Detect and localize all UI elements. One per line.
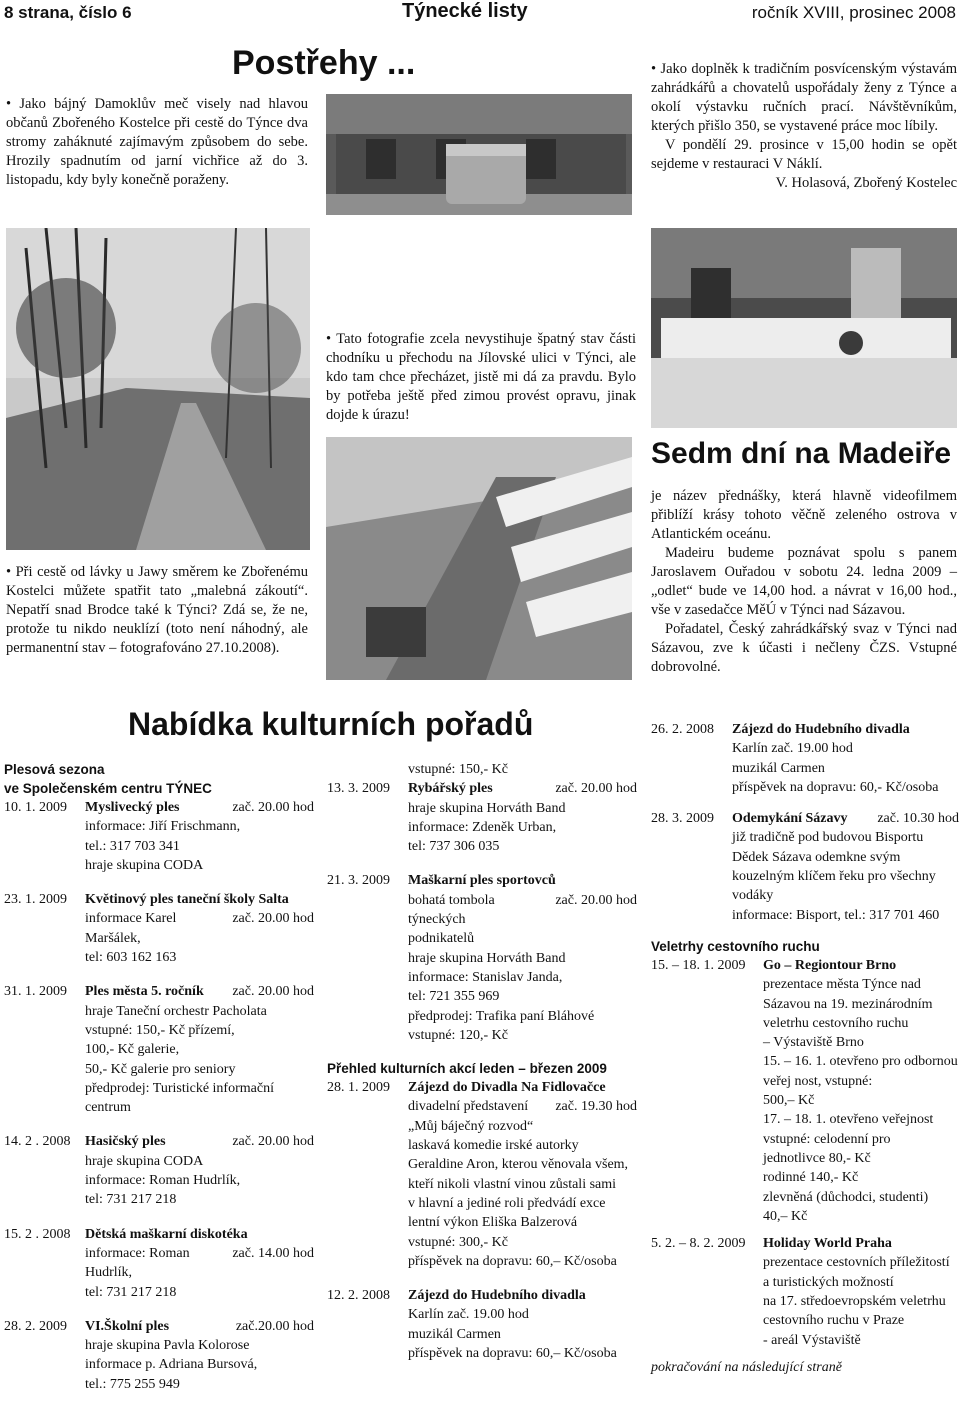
event-detail: muzikál Carmen — [732, 760, 825, 776]
event-header — [327, 1286, 637, 1305]
event-detail: příspěvek na dopravu: 60,– Kč/osoba — [408, 1346, 617, 1362]
event-name: Zájezd do Hudebního divadla — [732, 722, 910, 737]
event-header — [327, 779, 637, 798]
photo-road — [6, 228, 310, 550]
event-detail: – Výstaviště Brno — [763, 1035, 864, 1051]
event-detail: podnikatelů — [408, 931, 475, 947]
photo-crosswalk-image — [326, 437, 632, 680]
event-item — [4, 982, 314, 1117]
event-header — [651, 1234, 959, 1253]
event-name: Maškarní ples sportovců — [408, 873, 556, 889]
event-header — [4, 1317, 314, 1336]
event-item — [327, 871, 637, 1045]
event-detail: tel: 731 217 218 — [85, 1192, 177, 1208]
note-vystava-text-2: V pondělí 29. prosince v 15,00 hodin se opět sejdeme v restauraci V Náklí. — [651, 137, 957, 172]
event-detail: již tradičně pod budovou Bisportu — [732, 830, 924, 846]
event-date: 21. 3. 2009 — [327, 873, 390, 889]
event-detail: tel.: 317 703 341 — [85, 838, 180, 854]
event-time: zač. 20.00 hod — [232, 911, 314, 927]
note-chodnik-text: • Tato fotografie zcela nevystihuje špatný stav části chodníku u přechodu na Jílovské ulici v Týnci, ale kdo tam chce přecházet, jistě mi dá za pravdu. Bylo by potřeba ještě před zimou provést opravu, jinak dojde k úrazu! — [326, 331, 636, 423]
event-header — [651, 956, 959, 975]
madeira-p1: je název přednášky, která hlavně videofilmem přiblíží krásy tohoto věčně zeleného ostrova v Atlantickém oceánu. — [651, 488, 957, 542]
event-detail: prezentace cestovních příležitostí a turistických možností — [763, 1255, 950, 1290]
event-detail: rodinné 140,- Kč — [763, 1170, 859, 1186]
continued-note: pokračování na následující straně — [651, 1359, 842, 1375]
event-detail: 100,- Kč galerie, — [85, 1042, 180, 1058]
event-name: Myslivecký ples — [85, 800, 180, 815]
ples-heading-1: Plesová sezona — [4, 762, 105, 777]
event-detail: informace: Roman Hudrlík, — [85, 1173, 241, 1189]
event-detail: na 17. středoevropském veletrhu cestovního ruchu v Praze — [763, 1294, 946, 1329]
note-vystava — [651, 60, 957, 193]
page-number: 8 strana, číslo 6 — [4, 3, 132, 22]
event-name: Hasičský ples — [85, 1134, 166, 1150]
event-date: 13. 3. 2009 — [327, 781, 390, 797]
event-date: 28. 1. 2009 — [327, 1080, 390, 1096]
issue-info: ročník XVIII, prosinec 2008 — [751, 3, 956, 22]
event-detail: Sázavou na 19. mezinárodním — [763, 996, 933, 1012]
photo-building — [326, 94, 632, 215]
event-detail: divadelní představení — [408, 1099, 529, 1115]
event-detail: tel: 603 162 163 — [85, 950, 177, 966]
photo-building-image — [326, 94, 632, 215]
event-detail: zlevněná (důchodci, studenti) — [763, 1189, 929, 1205]
event-header — [4, 1225, 314, 1261]
event-time: zač. 19.30 hod — [555, 1099, 637, 1115]
event-detail: hraje Taneční orchestr Pacholata — [85, 1003, 267, 1019]
event-name: Rybářský ples — [408, 781, 493, 797]
prehled-heading: Přehled kulturních akcí leden – březen 2009 — [327, 1061, 607, 1077]
event-detail: 17. – 18. 1. otevřeno veřejnost — [763, 1112, 934, 1128]
event-detail: 50,- Kč galerie pro seniory — [85, 1061, 236, 1077]
event-item — [4, 1225, 314, 1302]
event-detail: informace: Jiří Frischmann, — [85, 819, 241, 835]
event-time: zač.20.00 hod — [235, 1318, 314, 1334]
event-date: 28. 3. 2009 — [651, 811, 714, 827]
madeira-p3: Pořadatel, Český zahrádkářský svaz v Týnci nad Sázavou, zve k účasti i nečleny ČZS. Vstupné dobrovolné. — [651, 621, 957, 675]
event-detail: tel: 731 217 218 — [85, 1284, 177, 1300]
ples-heading-2: ve Společenském centru TÝNEC — [4, 781, 212, 796]
event-detail: vstupné: 120,- Kč — [408, 1027, 508, 1043]
event-name: Ples města 5. ročník — [85, 984, 204, 1000]
event-list-2b — [327, 1078, 637, 1363]
event-detail: hraje skupina Horváth Band — [408, 950, 566, 966]
event-detail: informace: Roman Hudrlík, — [85, 1245, 190, 1281]
event-detail: lentní výkon Eliška Balzerová — [408, 1215, 578, 1231]
event-time: zač. 20.00 hod — [232, 1134, 314, 1150]
madeira-p2: Madeiru budeme poznávat spolu s panem Jaroslavem Ouřadou v sobotu 24. ledna 2009 – „odlet“ bude ve 14,00 hod. a návrat v 16,00 hod., vše v zasedačce MěÚ v Týnci nad Sázavou. — [651, 545, 957, 618]
event-name: Holiday World Praha — [763, 1236, 892, 1252]
event-detail: příspěvek na dopravu: 60,– Kč/osoba — [408, 1253, 617, 1269]
event-detail: tel: 721 355 969 — [408, 989, 500, 1005]
event-detail: v hlavní a jediné roli předvádí exce — [408, 1195, 606, 1211]
event-detail: prezentace města Týnce nad — [763, 977, 921, 993]
event-header — [4, 890, 314, 927]
event-name: Květinový ples taneční školy Salta — [85, 892, 289, 908]
event-date: 15. 2 . 2008 — [4, 1226, 71, 1242]
note-damokles — [6, 95, 308, 190]
event-time: zač. 10.30 hod — [877, 811, 959, 827]
note-damokles-text: • Jako bájný Damoklův meč visely nad hlavou občanů Zbořeného Kostelce při cestě do Týnce dva stromy zaháknuté zajímavým způsobem do sebe. Hrozily spadnutím od jarní vichřice až do 3. listopadu, kdy byly konečně poraženy. — [6, 96, 308, 188]
event-detail: kteří nikoli vlastní vinou zůstali sami — [408, 1176, 617, 1192]
event-detail: bohatá tombola týneckých — [408, 892, 495, 928]
event-detail: hraje skupina Horváth Band — [408, 800, 566, 816]
culture-column-1 — [4, 760, 314, 1394]
event-detail: hraje skupina CODA — [85, 1153, 204, 1169]
veletrhy-heading: Veletrhy cestovního ruchu — [651, 938, 820, 954]
event-list-3 — [651, 720, 959, 925]
event-item — [4, 1317, 314, 1394]
event-detail: vstupné: 300,- Kč — [408, 1234, 508, 1250]
event-detail: hraje skupina Pavla Kolorose — [85, 1338, 250, 1354]
event-detail: předprodej: Turistické informační — [85, 1080, 274, 1096]
event-detail: Karlín zač. 19.00 hod — [408, 1307, 529, 1323]
event-name: VI.Školní ples — [85, 1318, 170, 1334]
event-detail: informace: Bisport, tel.: 317 701 460 — [732, 907, 940, 923]
event-date: 10. 1. 2009 — [4, 800, 67, 815]
culture-column-2 — [327, 760, 637, 1363]
event-time: zač. 20.00 hod — [232, 984, 314, 1000]
event-date: 15. – 18. 1. 2009 — [651, 957, 746, 973]
event-date: 28. 2. 2009 — [4, 1318, 67, 1334]
event-header — [4, 982, 314, 1001]
culture-column-3 — [651, 720, 959, 1377]
event-detail: příspěvek na dopravu: 60,- Kč/osoba — [732, 779, 939, 795]
event-header — [4, 1132, 314, 1151]
event-date: 14. 2 . 2008 — [4, 1134, 71, 1150]
event-list-3b — [651, 956, 959, 1350]
event-item — [327, 779, 637, 856]
event-name: Dětská maškarní diskotéka — [85, 1226, 248, 1242]
event-detail: laskavá komedie irské autorky Geraldine Aron, kterou věnovala všem, — [408, 1138, 629, 1173]
event-date: 23. 1. 2009 — [4, 892, 67, 908]
section-title-culture: Nabídka kulturních pořadů — [128, 706, 534, 742]
photo-crosswalk — [326, 437, 632, 680]
event-date: 26. 2. 2008 — [651, 722, 714, 737]
section-title-postrehy: Postřehy ... — [232, 44, 416, 82]
photo-exhibition-image — [651, 228, 957, 428]
event-name: Go – Regiontour Brno — [763, 957, 897, 973]
event-name: Odemykání Sázavy — [732, 811, 848, 827]
event-detail: jednotlivce 80,- Kč — [763, 1150, 871, 1166]
page-header — [0, 0, 960, 26]
event-time: zač. 14.00 hod — [232, 1245, 314, 1261]
event-item — [327, 1286, 637, 1363]
event-time: zač. 20.00 hod — [232, 800, 314, 815]
event-detail: - areál Výstaviště — [763, 1332, 861, 1348]
event-detail: informace: Zdeněk Urban, — [408, 819, 557, 835]
event-list-1 — [4, 798, 314, 1394]
madeira-article — [651, 487, 957, 677]
event-detail: informace p. Adriana Bursová, — [85, 1357, 258, 1373]
event-detail: 500,– Kč — [763, 1093, 815, 1109]
event-detail: vstupné: celodenní pro — [763, 1131, 891, 1147]
event-detail: vstupné: 150,- Kč přízemí, — [85, 1022, 235, 1038]
event-detail: hraje skupina CODA — [85, 857, 204, 873]
section-title-madeira: Sedm dní na Madeiře — [651, 437, 952, 470]
event-name: Zájezd do Hudebního divadla — [408, 1288, 586, 1304]
note-jawa-text: • Při cestě od lávky u Jawy směrem ke Zbořenému Kostelci můžete spatřit tato „malebná zákoutí“. Nepatří snad Brodce také k Týnci? Zdá se, že ne, protože tu nikdo neuklízí (toto není náhodný, ale permanentní stav – fotografováno 27.10.2008). — [6, 564, 308, 656]
event-time: zač. 20.00 hod — [555, 781, 637, 797]
event-detail: 40,– Kč — [763, 1208, 808, 1224]
event-detail: informace: Stanislav Janda, — [408, 969, 563, 985]
event-date: 31. 1. 2009 — [4, 984, 67, 1000]
event-header — [327, 871, 637, 908]
col2-top-line: vstupné: 150,- Kč — [408, 762, 508, 777]
event-item — [651, 720, 959, 797]
event-name: Zájezd do Divadla Na Fidlovačce — [408, 1080, 606, 1096]
note-vystava-text-1: • Jako doplněk k tradičním posvícenským výstavám zahrádkářů a chovatelů uspořádaly ženy z Týnce a okolí výstavku ručních prací. Návštěvníkům, kterých přišlo 350, se vystavené práce moc líbily. — [651, 61, 957, 134]
event-time: zač. 20.00 hod — [555, 892, 637, 908]
event-date: 12. 2. 2008 — [327, 1288, 390, 1304]
photo-road-image — [6, 228, 310, 550]
event-item — [4, 798, 314, 875]
event-header — [651, 809, 959, 828]
newspaper-title: Týnecké listy — [402, 0, 528, 22]
event-item — [651, 809, 959, 925]
event-detail: předprodej: Trafika paní Bláhové — [408, 1008, 595, 1024]
note-vystava-signature: V. Holasová, Zbořený Kostelec — [775, 175, 957, 191]
event-item — [4, 1132, 314, 1209]
event-list-2 — [327, 779, 637, 1045]
event-detail: „Můj báječný rozvod“ — [408, 1118, 534, 1134]
event-detail: 15. – 16. 1. otevřeno pro odbornou veřej nost, vstupné: — [763, 1054, 958, 1089]
event-item — [4, 890, 314, 967]
event-detail: tel.: 775 255 949 — [85, 1376, 180, 1392]
note-jawa — [6, 563, 308, 658]
event-detail: veletrhu cestovního ruchu — [763, 1015, 909, 1031]
event-header — [651, 720, 959, 739]
event-detail: muzikál Carmen — [408, 1326, 501, 1342]
event-item — [327, 1078, 637, 1271]
event-item — [651, 956, 959, 1226]
event-item — [651, 1234, 959, 1350]
event-header — [4, 798, 314, 817]
event-detail: Dědek Sázava odemkne svým kouzelným klíčem řeku pro všechny vodáky — [732, 849, 936, 904]
photo-exhibition — [651, 228, 957, 428]
event-detail: tel: 737 306 035 — [408, 839, 500, 855]
event-date: 5. 2. – 8. 2. 2009 — [651, 1236, 746, 1252]
event-detail: Karlín zač. 19.00 hod — [732, 741, 853, 757]
event-detail: informace Karel Maršálek, — [85, 911, 177, 946]
note-chodnik — [326, 330, 636, 425]
event-detail: centrum — [85, 1100, 131, 1116]
